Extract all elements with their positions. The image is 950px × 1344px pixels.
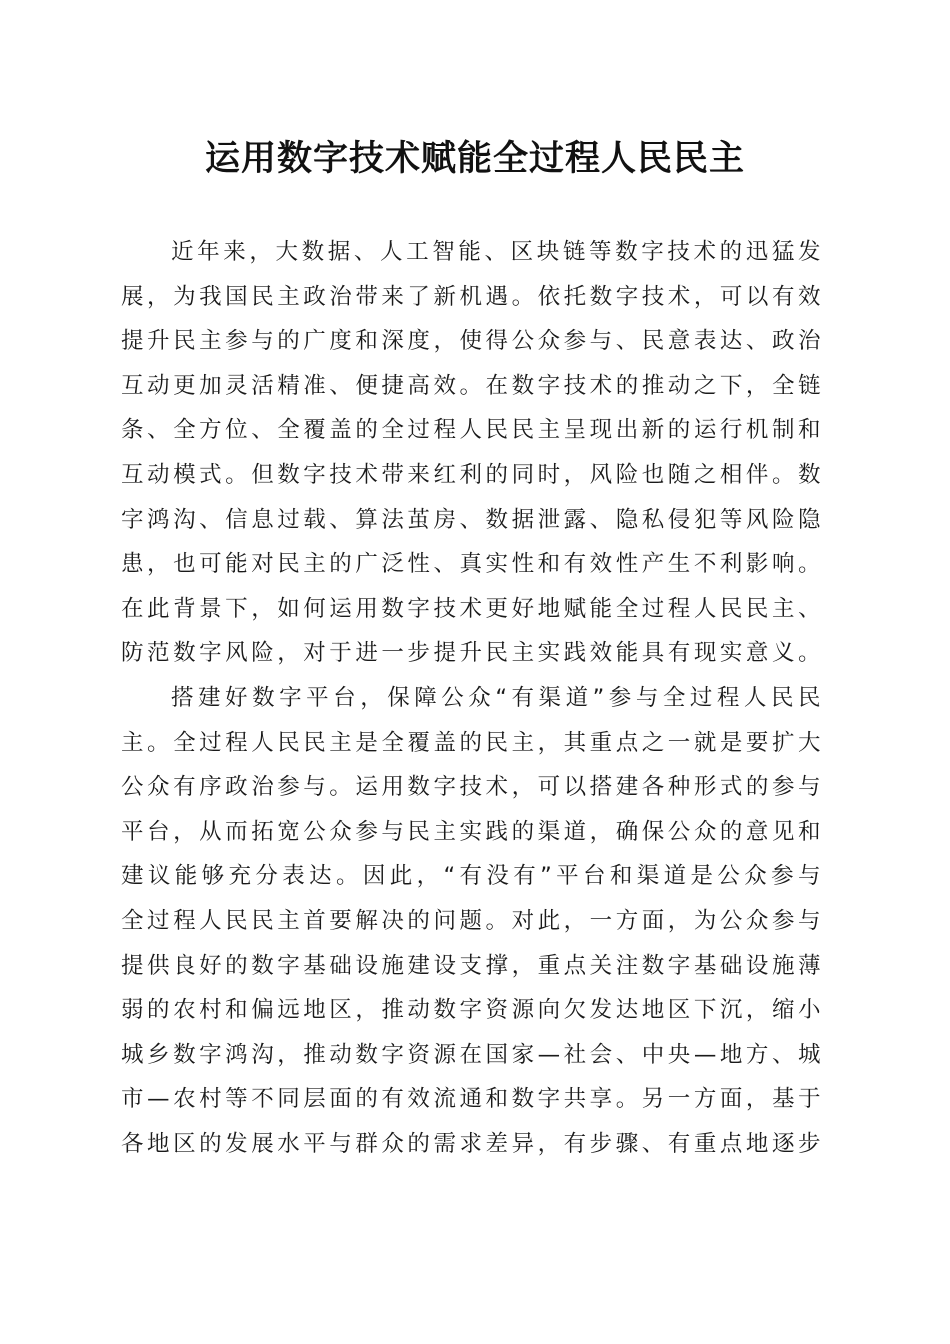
text-line: 城乡数字鸿沟，推动数字资源在国家—社会、中央—地方、城 bbox=[121, 1041, 823, 1068]
text-line: 条、全方位、全覆盖的全过程人民民主呈现出新的运行机制和 bbox=[121, 417, 823, 444]
paragraph-2 bbox=[121, 676, 823, 1167]
document-title: 运用数字技术赋能全过程人民民主 bbox=[204, 138, 745, 179]
text-line: 互动模式。但数字技术带来红利的同时，风险也随之相伴。数 bbox=[121, 461, 823, 488]
text-line: 提供良好的数字基础设施建设支撑，重点关注数字基础设施薄 bbox=[121, 952, 823, 979]
text-line: 搭建好数字平台，保障公众“有渠道”参与全过程人民民 bbox=[171, 684, 823, 711]
text-line: 患，也可能对民主的广泛性、真实性和有效性产生不利影响。 bbox=[121, 551, 823, 578]
text-line: 市—农村等不同层面的有效流通和数字共享。另一方面，基于 bbox=[121, 1086, 823, 1113]
text-line: 互动更加灵活精准、便捷高效。在数字技术的推动之下，全链 bbox=[121, 372, 823, 399]
text-line: 建议能够充分表达。因此，“有没有”平台和渠道是公众参与 bbox=[121, 863, 823, 890]
text-line: 弱的农村和偏远地区，推动数字资源向欠发达地区下沉，缩小 bbox=[121, 997, 823, 1024]
text-line: 防范数字风险，对于进一步提升民主实践效能具有现实意义。 bbox=[121, 640, 823, 667]
text-line: 各地区的发展水平与群众的需求差异，有步骤、有重点地逐步 bbox=[121, 1130, 823, 1157]
document-body bbox=[121, 230, 823, 1166]
text-line: 公众有序政治参与。运用数字技术，可以搭建各种形式的参与 bbox=[121, 774, 823, 801]
text-line: 近年来，大数据、人工智能、区块链等数字技术的迅猛发 bbox=[171, 239, 823, 265]
text-line: 展，为我国民主政治带来了新机遇。依托数字技术，可以有效 bbox=[121, 283, 823, 310]
text-line: 字鸿沟、信息过载、算法茧房、数据泄露、隐私侵犯等风险隐 bbox=[121, 506, 823, 533]
text-line: 提升民主参与的广度和深度，使得公众参与、民意表达、政治 bbox=[121, 328, 823, 355]
text-line: 在此背景下，如何运用数字技术更好地赋能全过程人民民主、 bbox=[121, 595, 823, 622]
text-line: 主。全过程人民民主是全覆盖的民主，其重点之一就是要扩大 bbox=[121, 729, 823, 756]
text-line: 平台，从而拓宽公众参与民主实践的渠道，确保公众的意见和 bbox=[121, 818, 823, 845]
text-line: 全过程人民民主首要解决的问题。对此，一方面，为公众参与 bbox=[121, 907, 823, 934]
paragraph-1 bbox=[121, 230, 823, 676]
